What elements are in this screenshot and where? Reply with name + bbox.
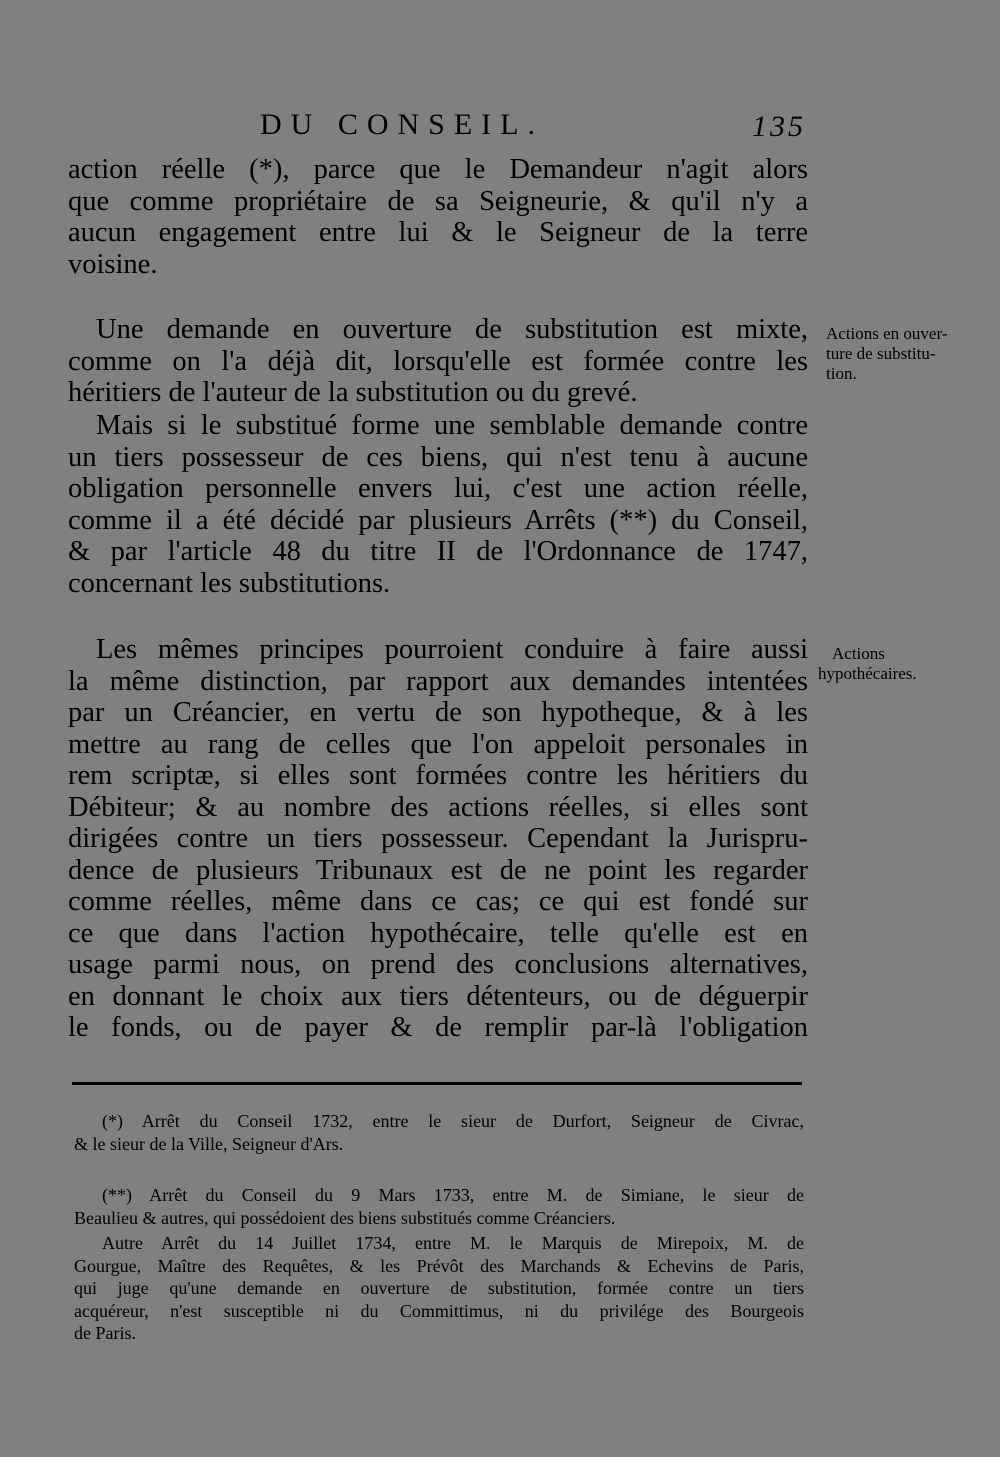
footnote-2 — [74, 1184, 804, 1229]
text-line: rem scriptæ, si elles sont formées contre les héritiers du — [68, 760, 808, 791]
text-line: la même distinction, par rapport aux demandes intentées — [68, 665, 808, 697]
paragraph-continuation — [68, 154, 808, 280]
text-line: héritiers de l'auteur de la substitution ou du grevé. — [68, 377, 638, 408]
footnote-1 — [74, 1110, 804, 1155]
text-line: comme il a été décidé par plusieurs Arrêts (**) du Conseil, — [68, 504, 808, 536]
text-line: le fonds, ou de payer & de remplir par-là l'obligation — [68, 1012, 808, 1043]
text-line: mettre au rang de celles que l'on appeloit personales in — [68, 728, 808, 760]
footnote-line: (**) Arrêt du Conseil du 9 Mars 1733, entre M. de Simiane, le sieur de — [102, 1185, 804, 1205]
text-line: voisine. — [68, 248, 158, 280]
text-line: un tiers possesseur de ces biens, qui n'est tenu à aucune — [68, 441, 808, 473]
text-line: que comme propriétaire de sa Seigneurie, & qu'il n'y a — [68, 185, 808, 217]
text-line: comme on l'a déjà dit, lorsqu'elle est formée contre les — [68, 345, 808, 377]
text-line: Une demande en ouverture de substitution est mixte, — [96, 314, 808, 345]
footnote-line: (*) Arrêt du Conseil 1732, entre le sieur de Durfort, Seigneur de Civrac, — [102, 1111, 804, 1131]
text-line: & par l'article 48 du titre II de l'Ordonnance de 1747, — [68, 536, 808, 567]
margin-note-line: tion. — [826, 364, 857, 383]
paragraph-substitution-mixte — [68, 314, 808, 409]
text-line: Les mêmes principes pourroient conduire à faire aussi — [96, 634, 808, 665]
page-number: 135 — [752, 110, 806, 143]
text-line: par un Créancier, en vertu de son hypotheque, & à les — [68, 697, 808, 728]
text-line: usage parmi nous, on prend des conclusions alternatives, — [68, 949, 808, 980]
footnote-line: qui juge qu'une demande en ouverture de substitution, formée contre un tiers — [74, 1278, 804, 1298]
text-line: Mais si le substitué forme une semblable demande contre — [96, 410, 808, 441]
footnote-line: de Paris. — [74, 1323, 136, 1343]
text-line: comme réelles, même dans ce cas; ce qui est fondé sur — [68, 886, 808, 917]
paragraph-substitue-tiers — [68, 410, 808, 599]
text-line: dence de plusieurs Tribunaux est de ne point les regarder — [68, 854, 808, 886]
text-line: aucun engagement entre lui & le Seigneur de la terre — [68, 217, 808, 248]
text-line: concernant les substitutions. — [68, 567, 391, 599]
margin-note-line: Actions en ouver- — [826, 324, 948, 343]
footnote-line: Autre Arrêt du 14 Juillet 1734, entre M. le Marquis de Mirepoix, M. de — [102, 1233, 804, 1253]
running-head: DU CONSEIL. — [260, 108, 544, 141]
text-line: dirigées contre un tiers possesseur. Cependant la Jurispru- — [68, 823, 808, 854]
text-line: obligation personnelle envers lui, c'est une action réelle, — [68, 473, 808, 504]
footnote-rule — [72, 1082, 802, 1085]
paragraph-hypothecaires — [68, 634, 808, 1044]
footnote-line: acquéreur, n'est susceptible ni du Committimus, ni du privilége des Bourgeois — [74, 1300, 804, 1321]
text-line: action réelle (*), parce que le Demandeur n'agit alors — [68, 154, 808, 185]
footnote-line: Beaulieu & autres, qui possédoient des biens substitués comme Créanciers. — [74, 1207, 616, 1228]
text-line: en donnant le choix aux tiers détenteurs, ou de déguerpir — [68, 980, 808, 1012]
margin-note-line: Actions — [832, 644, 885, 663]
text-line: ce que dans l'action hypothécaire, telle qu'elle est en — [68, 917, 808, 949]
margin-note-ouverture — [826, 324, 947, 384]
footnote-line: Gourgue, Maître des Requêtes, & les Prévôt des Marchands & Echevins de Paris, — [74, 1255, 804, 1276]
footnote-3 — [74, 1232, 804, 1345]
text-line: Débiteur; & au nombre des actions réelles, si elles sont — [68, 791, 808, 823]
margin-note-line: ture de substitu- — [826, 344, 936, 363]
margin-note-hypothecaires — [818, 644, 917, 684]
footnote-line: & le sieur de la Ville, Seigneur d'Ars. — [74, 1133, 344, 1154]
margin-note-line: hypothécaires. — [818, 664, 917, 683]
